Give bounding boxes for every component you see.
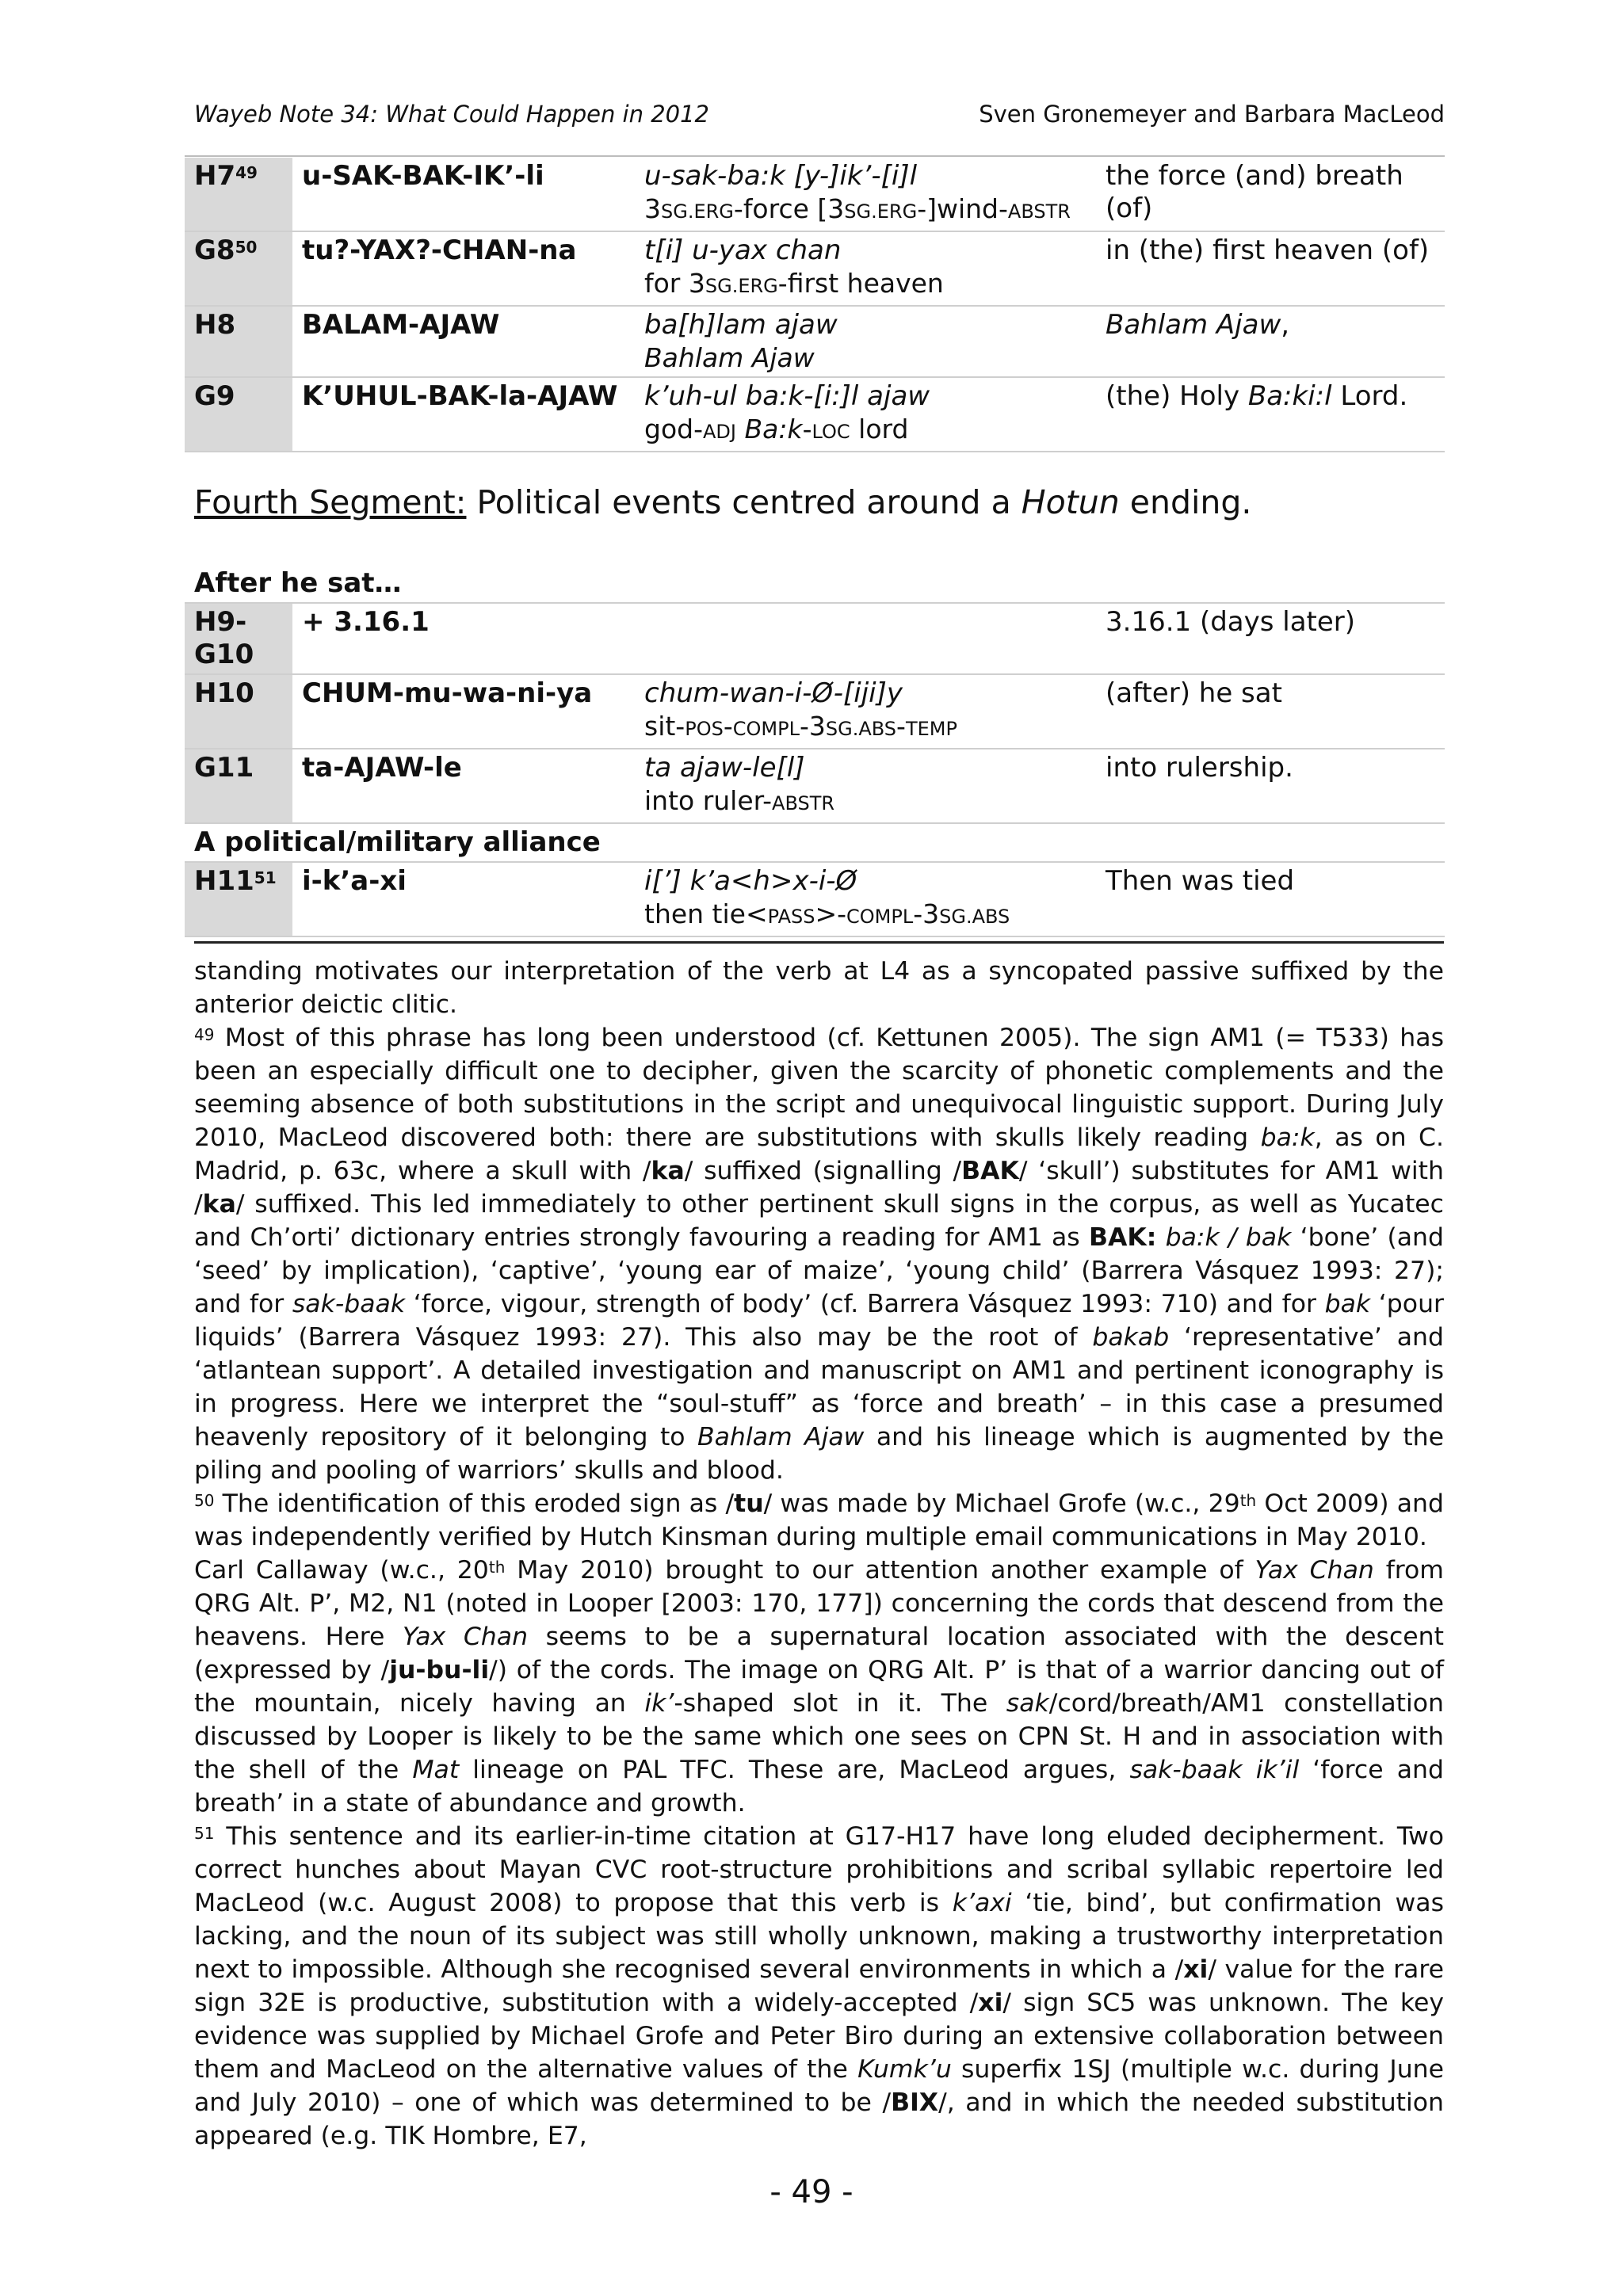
table-row (185, 231, 1445, 306)
translation-cell: 3.16.1 (days later) (1096, 603, 1445, 674)
footnote-51: $^{51}$ This sentence and its earlier-in-time citation at G17-H17 have long eluded decipherment. Two correct hunches about Mayan CVC root-structure prohibitions and scribal syllabic repertoire led MacLeod (w.c. August 2008) to propose that this verb is k’axi ‘tie, bind’, but confirmation was lacking, and the noun of its subject was still wholly unknown, making a trustworthy interpretation next to impossible. Although she recognised several environments in which a /xi/ value for the rare sign 32E is productive, substitution with a widely-accepted /xi/ sign SC5 was unknown. The key evidence was supplied by Michael Grofe and Peter Biro during an extensive collaboration between them and MacLeod on the alternative values of the Kumk’u superfix 1SJ (multiple w.c. during June and July 2010) – one of which was determined to be /BIX/, and in which the needed substitution appeared (e.g. TIK Hombre, E7, (194, 1822, 1445, 2150)
analysis-cell: ba[h]lam ajaw Bahlam Ajaw (635, 306, 1096, 377)
transliteration-cell: + 3.16.1 (292, 603, 635, 674)
translation-cell: in (the) first heaven (of) (1096, 231, 1445, 306)
table-row (185, 674, 1445, 749)
coord-cell: H8 (185, 306, 292, 377)
coord-cell: H9-G10 (185, 603, 292, 674)
analysis-cell: k’uh-ul ba:k-[i:]l ajaw god-ADJ Ba:k-LOC lord (635, 377, 1096, 452)
gloss-table-2 (185, 565, 1445, 937)
footnote-50-continued: Carl Callaway (w.c., 20th May 2010) brought to our attention another example of Yax Chan from QRG Alt. P’, M2, N1 (noted in Looper [2003: 170, 177]) concerning the cords that descend from the heavens. Here Yax Chan seems to be a supernatural location associated with the descent (expressed by /ju-bu-li/) of the cords. The image on QRG Alt. P’ is that of a warrior dancing out of the mountain, nicely having an ik’-shaped slot in it. The sak/cord/breath/AM1 constellation discussed by Looper is likely to be the same which one sees on CPN St. H and in association with the shell of the Mat lineage on PAL TFC. These are, MacLeod argues, sak-baak ik’il ‘force and breath’ in a state of abundance and growth. (194, 1556, 1444, 1817)
translation-cell: the force (and) breath (of) (1096, 158, 1445, 231)
transliteration-cell: ta-AJAW-le (292, 749, 635, 823)
translation-cell: Then was tied (1096, 862, 1445, 936)
analysis-cell: ta ajaw-le[l] into ruler-ABSTR (635, 749, 1096, 823)
translation-cell: (after) he sat (1096, 674, 1445, 749)
footnotes (194, 955, 1444, 2153)
analysis-cell (635, 603, 1096, 674)
page-number: - 49 - (769, 2174, 854, 2210)
table-subheading: After he sat… (185, 565, 1445, 603)
coord-cell: $G8^{50}$ (185, 231, 292, 306)
table-row (185, 306, 1445, 377)
table-row (185, 603, 1445, 674)
translation-cell: into rulership. (1096, 749, 1445, 823)
translation-cell: (the) Holy Ba:ki:l Lord. (1096, 377, 1445, 452)
coord-cell: H10 (185, 674, 292, 749)
coord-cell: G9 (185, 377, 292, 452)
transliteration-cell: i-k’a-xi (292, 862, 635, 936)
table-row (185, 158, 1445, 231)
analysis-cell: t[i] u-yax chan for 3SG.ERG-first heaven (635, 231, 1096, 306)
translation-cell: Bahlam Ajaw, (1096, 306, 1445, 377)
footnote-rule (194, 941, 1444, 944)
header-title: Wayeb Note 34: What Could Happen in 2012 (194, 101, 710, 128)
table-row (185, 749, 1445, 823)
coord-cell: G11 (185, 749, 292, 823)
analysis-cell: u-sak-ba:k [y-]ik’-[i]l 3SG.ERG-force [3SG.ERG-]wind-ABSTR (635, 158, 1096, 231)
table-row (185, 377, 1445, 452)
coord-cell: $H7^{49}$ (185, 158, 292, 231)
running-header (194, 98, 1445, 130)
transliteration-cell: CHUM-mu-wa-ni-ya (292, 674, 635, 749)
coord-cell: $H11^{51}$ (185, 862, 292, 936)
transliteration-cell: u-SAK-BAK-IK’-li (292, 158, 635, 231)
transliteration-cell: K’UHUL-BAK-la-AJAW (292, 377, 635, 452)
analysis-cell: i[’] k’a<h>x-i-Ø then tie<PASS>-COMPL-3SG.ABS (635, 862, 1096, 936)
table-row (185, 862, 1445, 936)
header-rule (185, 155, 1445, 157)
segment-heading: Fourth Segment: Political events centred around a Hotun ending. (194, 483, 1252, 521)
footnote-49: $^{49}$ Most of this phrase has long been understood (cf. Kettunen 2005). The sign AM1 (= T533) has been an especially difficult one to decipher, given the scarcity of phonetic complements and the seeming absence of both substitutions in the script and unequivocal linguistic support. During July 2010, MacLeod discovered both: there are substitutions with skulls likely reading ba:k, as on C. Madrid, p. 63c, where a skull with /ka/ suffixed (signalling /BAK/ ‘skull’) substitutes for AM1 with /ka/ suffixed. This led immediately to other pertinent skull signs in the corpus, as well as Yucatec and Ch’orti’ dictionary entries strongly favouring a reading for AM1 as BAK: ba:k / bak ‘bone’ (and ‘seed’ by implication), ‘captive’, ‘young ear of maize’, ‘young child’ (Barrera Vásquez 1993: 27); and for sak-baak ‘force, vigour, strength of body’ (cf. Barrera Vásquez 1993: 710) and for bak ‘pour liquids’ (Barrera Vásquez 1993: 27). This also may be the root of bakab ‘representative’ and ‘atlantean support’. A detailed investigation and manuscript on AM1 and pertinent iconography is in progress. Here we interpret the “soul-stuff” as ‘force and breath’ – in this case a presumed heavenly repository of it belonging to Bahlam Ajaw and his lineage which is augmented by the piling and pooling of warriors’ skulls and blood. (194, 1024, 1445, 1485)
transliteration-cell: BALAM-AJAW (292, 306, 635, 377)
header-authors: Sven Gronemeyer and Barbara MacLeod (979, 101, 1445, 128)
analysis-cell: chum-wan-i-Ø-[iji]y sit-POS-COMPL-3SG.ABS-TEMP (635, 674, 1096, 749)
transliteration-cell: tu?-YAX?-CHAN-na (292, 231, 635, 306)
footnote-continuation: standing motivates our interpretation of the verb at L4 as a syncopated passive suffixed by the anterior deictic clitic. (194, 957, 1444, 1019)
table-subheading: A political/military alliance (185, 823, 1445, 862)
footnote-50: $^{50}$ The identification of this eroded sign as /tu/ was made by Michael Grofe (w.c., 29th Oct 2009) and was independently verified by Hutch Kinsman during multiple email communications in May 2010. (194, 1489, 1444, 1551)
gloss-table-1 (185, 158, 1445, 452)
